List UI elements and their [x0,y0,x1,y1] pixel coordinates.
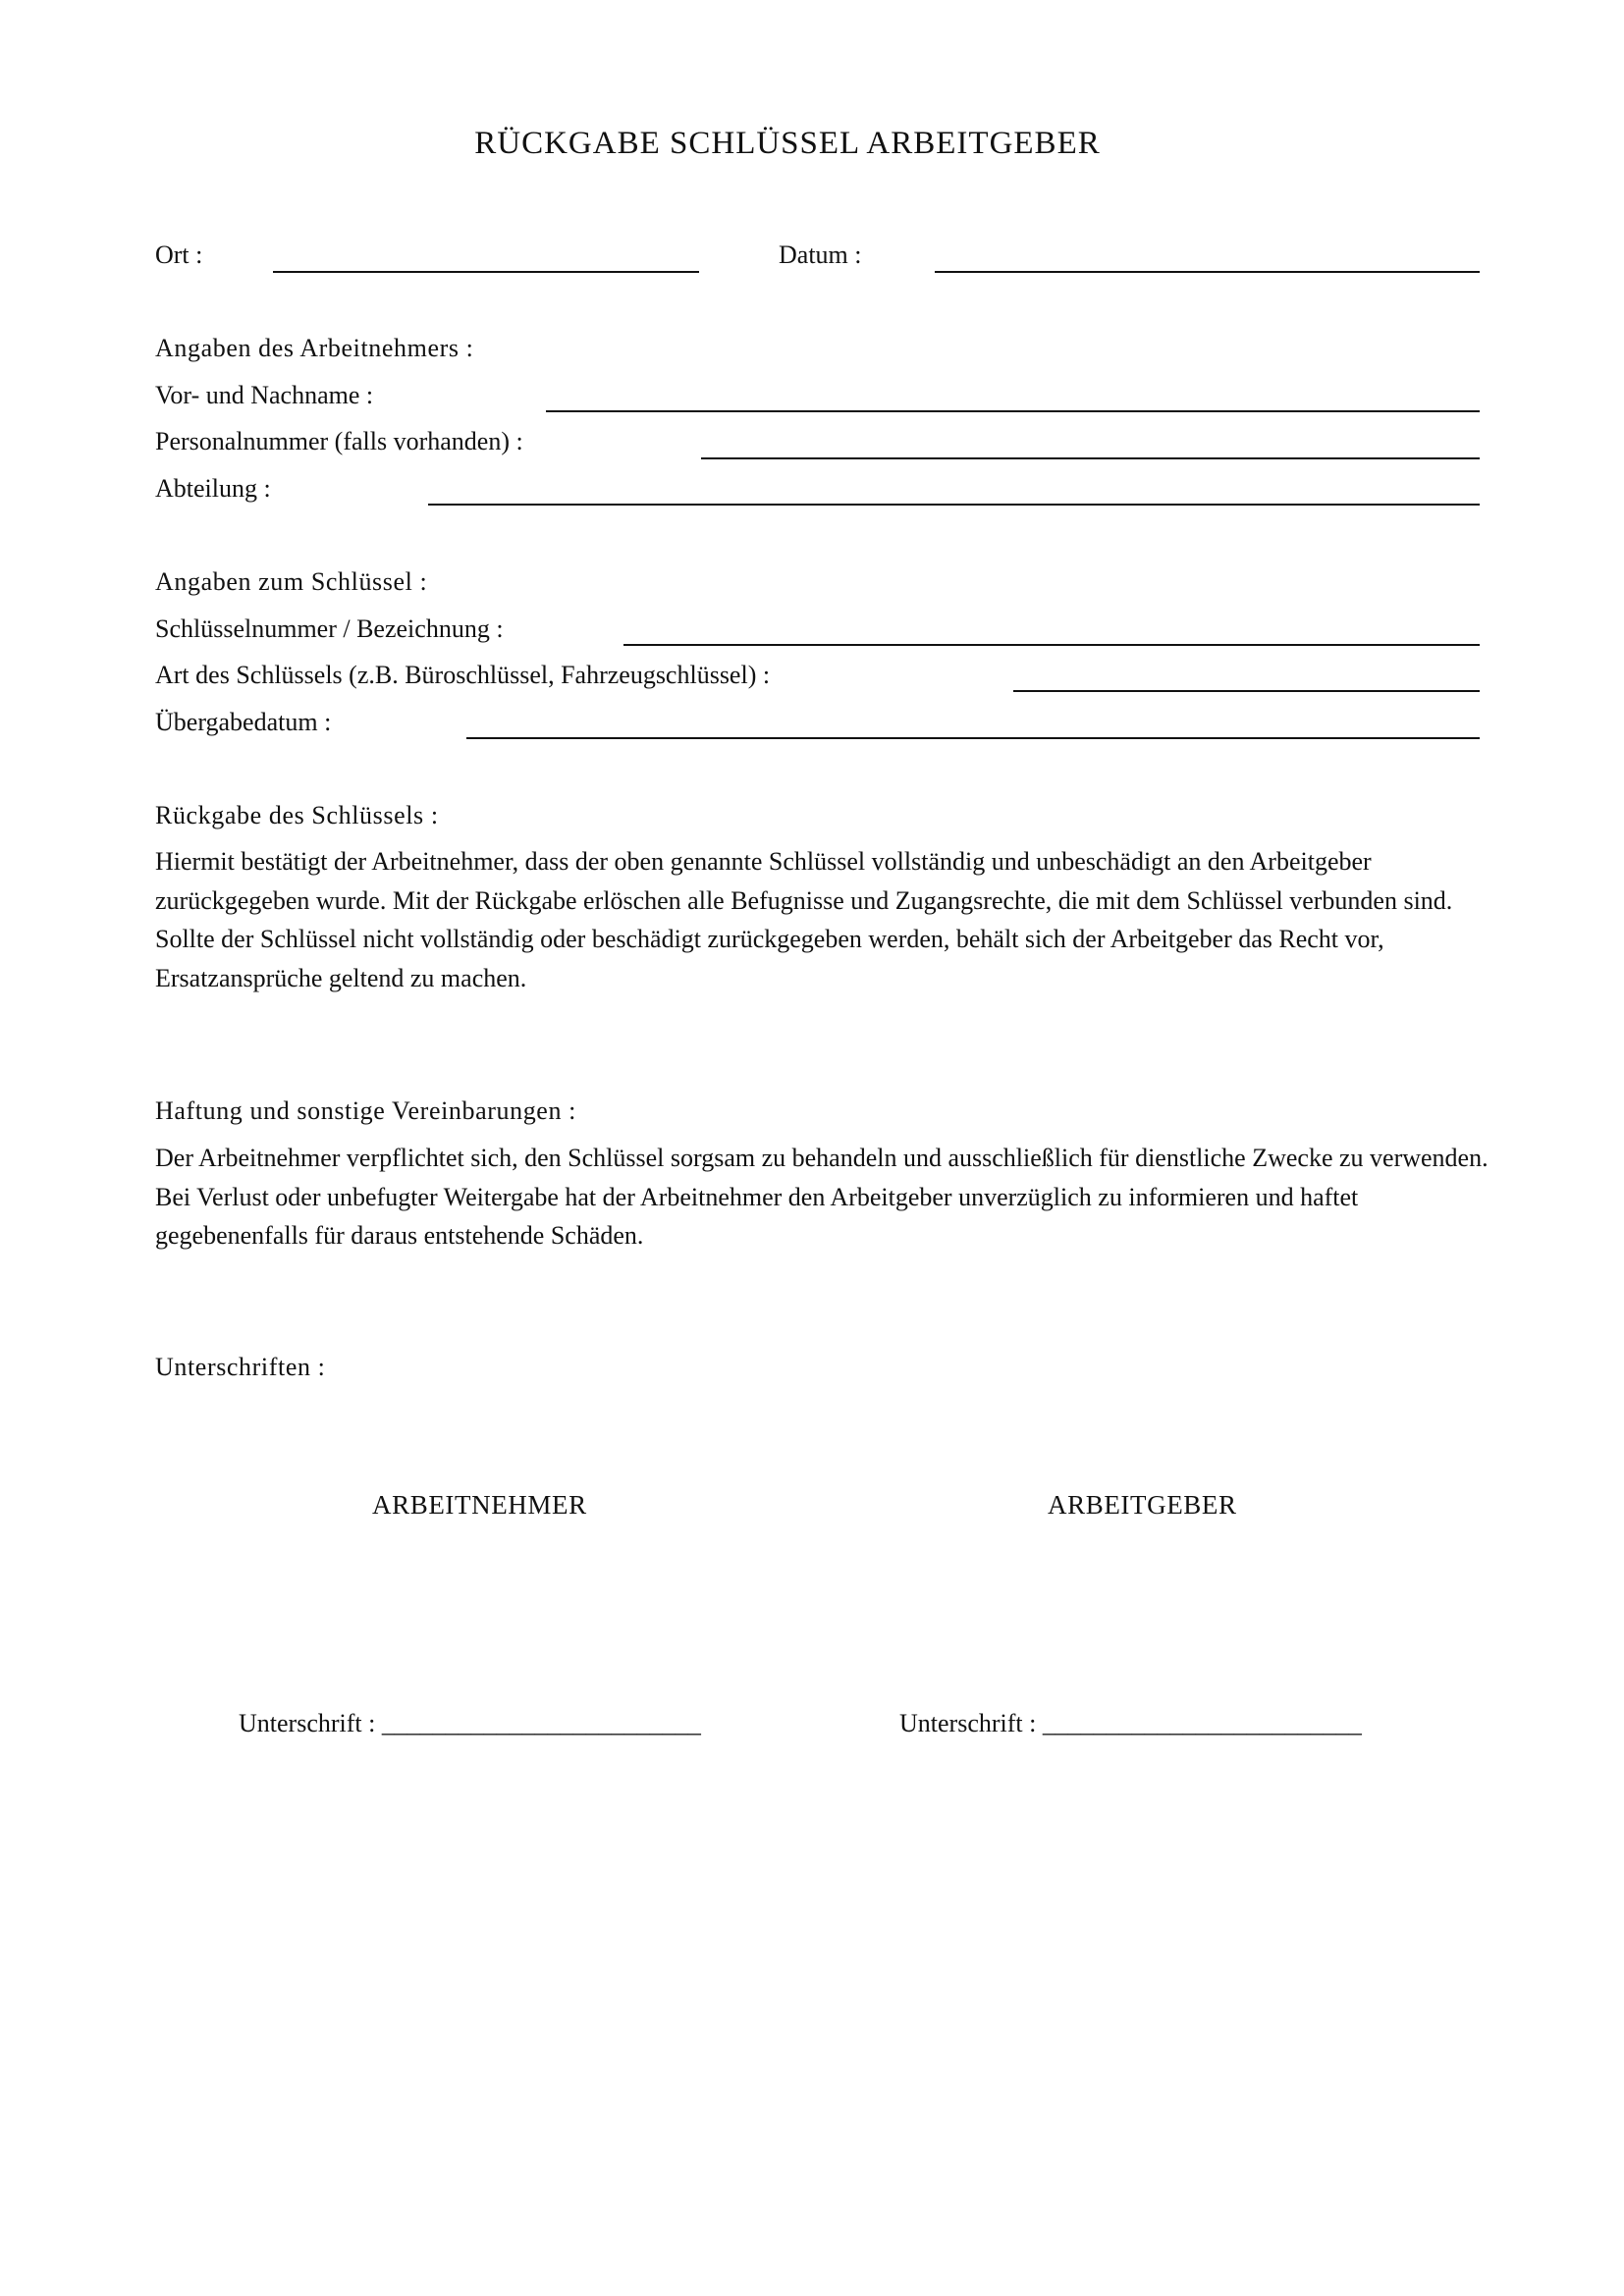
employee-signature-heading: ARBEITNEHMER [372,1490,587,1520]
datum-input-line[interactable] [935,271,1480,273]
name-label: Vor- und Nachname : [155,381,374,409]
key-number-input-line[interactable] [623,644,1480,646]
key-section-heading: Angaben zum Schlüssel : [155,567,428,596]
return-section-text: Hiermit bestätigt der Arbeitnehmer, dass der oben genannte Schlüssel vollständig und unbeschädigt an den Arbeitgeber zurückgegeben wurde. Mit der Rückgabe erlöschen alle Befugnisse und Zugangsrechte, die mit dem Schlüssel verbunden sind. Sollte der Schlüssel nicht vollständig oder beschädigt zurückgegeben werden, behält sich der Arbeitgeber das Recht vor, Ersatzansprüche geltend zu machen. [155,847,1453,992]
employee-signature-line[interactable]: Unterschrift : _________________________ [239,1709,701,1737]
personal-number-input-line[interactable] [701,457,1480,459]
department-label: Abteilung : [155,474,271,503]
employer-signature-heading: ARBEITGEBER [1048,1490,1237,1520]
liability-section-text: Der Arbeitnehmer verpflichtet sich, den Schlüssel sorgsam zu behandeln und ausschließlich für dienstliche Zwecke zu verwenden. Bei Verlust oder unbefugter Weitergabe hat der Arbeitnehmer den Arbeitgeber unverzüglich zu informieren und haftet gegebenenfalls für daraus entstehende Schäden. [155,1144,1489,1250]
handover-date-input-line[interactable] [466,737,1480,739]
key-type-label: Art des Schlüssels (z.B. Büroschlüssel, Fahrzeugschlüssel) : [155,661,771,689]
personal-number-label: Personalnummer (falls vorhanden) : [155,427,523,455]
return-section-heading: Rückgabe des Schlüssels : [155,801,439,829]
signatures-heading: Unterschriften : [155,1353,326,1381]
liability-section-heading: Haftung und sonstige Vereinbarungen : [155,1096,576,1125]
employee-section-heading: Angaben des Arbeitnehmers : [155,334,474,362]
employer-signature-line[interactable]: Unterschrift : _________________________ [899,1709,1362,1737]
key-number-label: Schlüsselnummer / Bezeichnung : [155,614,504,643]
datum-label: Datum : [779,240,862,269]
handover-date-label: Übergabedatum : [155,708,332,736]
document-title: RÜCKGABE SCHLÜSSEL ARBEITGEBER [474,126,1101,161]
name-input-line[interactable] [546,410,1480,412]
ort-input-line[interactable] [273,271,699,273]
ort-label: Ort : [155,240,203,269]
department-input-line[interactable] [428,504,1480,506]
key-type-input-line[interactable] [1013,690,1480,692]
